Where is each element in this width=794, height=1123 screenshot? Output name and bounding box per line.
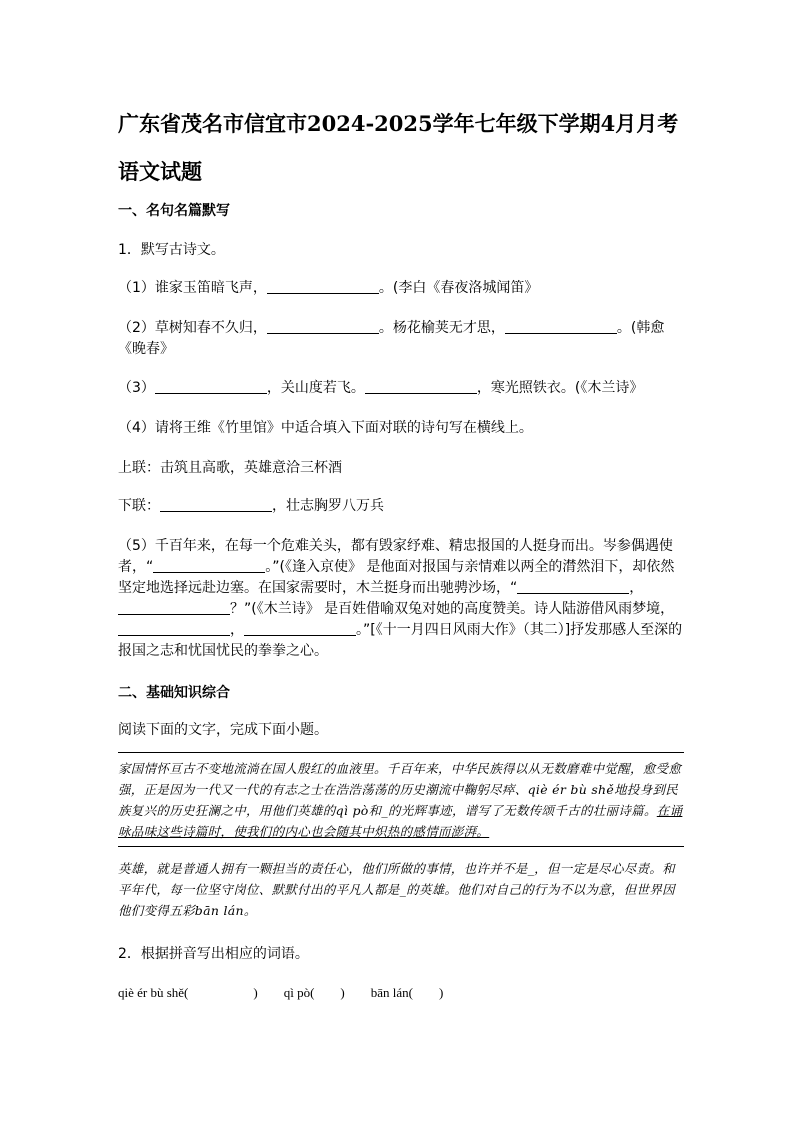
text: 家国情怀亘古不变地流淌在国人殷红的血液里。千百年来，中华民族得以从无数磨难中觉醒，愈受愈强，正是因为一代又一代的有志之士在浩浩荡荡的历史潮流中鞠躬尽瘁、qiè ér bù shě地投身到民族复兴的历史狂澜之中，用他们英雄的qì pò和_的光辉事迹，谱写了无数传颂千古的壮丽诗篇。 [118, 761, 682, 818]
text: 。杨花榆荚无才思， [378, 320, 505, 336]
section-heading-1: 一、名句名篇默写 [118, 203, 230, 219]
text: 。”[《十一月四日风雨大作》（其二）]抒发那感人至深的报国之志和忧国忧民的拳拳之心。 [118, 622, 683, 659]
answer-blank[interactable] [517, 579, 629, 594]
underlined-sentence: 在诵咏品味这些诗篇时，使我们的内心也会随其中炽热的感情而澎湃。 [118, 803, 683, 839]
text: （3） [118, 380, 155, 396]
text: 下联： [118, 498, 160, 514]
answer-blank[interactable] [267, 279, 379, 294]
couplet-upper: 上联：击筑且高歌，英雄意洽三杯酒 [118, 460, 342, 476]
text: 。”(《逢入京使》 是他面对报国与亲情难以两全的潸然泪下，却依然坚定地选择远赴边塞。在国家需要时，木兰挺身而出驰骋沙场，“ [118, 559, 675, 596]
text: ？”(《木兰诗》 是百姓借喻双兔对她的高度赞美。诗人陆游借风雨梦境， [230, 601, 675, 617]
page-title: 广东省茂名市信宜市2024-2025学年七年级下学期4月月考语文试题 [118, 111, 679, 184]
question-1-part-5 [118, 536, 684, 662]
passage-paragraph-2: 英雄，就是普通人拥有一颗担当的责任心，他们所做的事情，也许并不是_，但一定是尽心尽责。和平年代，每一位坚守岗位、默默付出的平凡人都是_的英雄。他们对自己的行为不以为意，但世界因他们变得五彩bān lán。 [118, 861, 675, 918]
answer-blank[interactable] [365, 379, 477, 394]
passage-top-rule [118, 752, 684, 753]
answer-blank[interactable] [267, 319, 379, 334]
answer-blank[interactable] [160, 497, 272, 512]
passage-paragraph-1 [118, 758, 684, 842]
text: ，寒光照铁衣。(《木兰诗》 [476, 380, 644, 396]
section-heading-2: 二、基础知识综合 [118, 685, 230, 701]
text: （1）谁家玉笛暗飞声， [118, 280, 267, 296]
text: ， [629, 580, 644, 596]
question-1-part-4: （4）请将王维《竹里馆》中适合填入下面对联的诗句写在横线上。 [118, 420, 533, 436]
question-2-stem: 2．根据拼音写出相应的词语。 [118, 946, 309, 962]
answer-blank[interactable] [153, 558, 265, 573]
reading-instruction: 阅读下面的文字，完成下面小题。 [118, 722, 328, 738]
answer-blank[interactable] [155, 379, 267, 394]
couplet-lower [118, 496, 684, 517]
question-1-part-1 [118, 278, 684, 299]
text: 。(李白《春夜洛城闻笛》 [378, 280, 539, 296]
text: 。(韩愈《晚春》 [118, 320, 665, 357]
passage-divider-rule [118, 846, 684, 847]
question-1-stem: 1．默写古诗文。 [118, 242, 225, 258]
answer-blank[interactable] [118, 600, 230, 615]
pinyin-answer-line[interactable]: qiè ér bù shě( ) qì pò( ) bān lán( ) [118, 985, 444, 1000]
question-1-part-3 [118, 378, 684, 399]
text: ，壮志胸罗八万兵 [272, 498, 384, 514]
answer-blank[interactable] [244, 621, 356, 636]
text: （5）千百年来，在每一个危难关头，都有毁家纾难、精忠报国的人挺身而出。岑参偶遇使者，“ [118, 538, 673, 575]
text: ， [230, 622, 244, 638]
answer-blank[interactable] [505, 319, 617, 334]
answer-blank[interactable] [118, 621, 230, 636]
text: ，关山度若飞。 [266, 380, 365, 396]
text: （2）草树知春不久归， [118, 320, 267, 336]
question-1-part-2 [118, 318, 684, 360]
